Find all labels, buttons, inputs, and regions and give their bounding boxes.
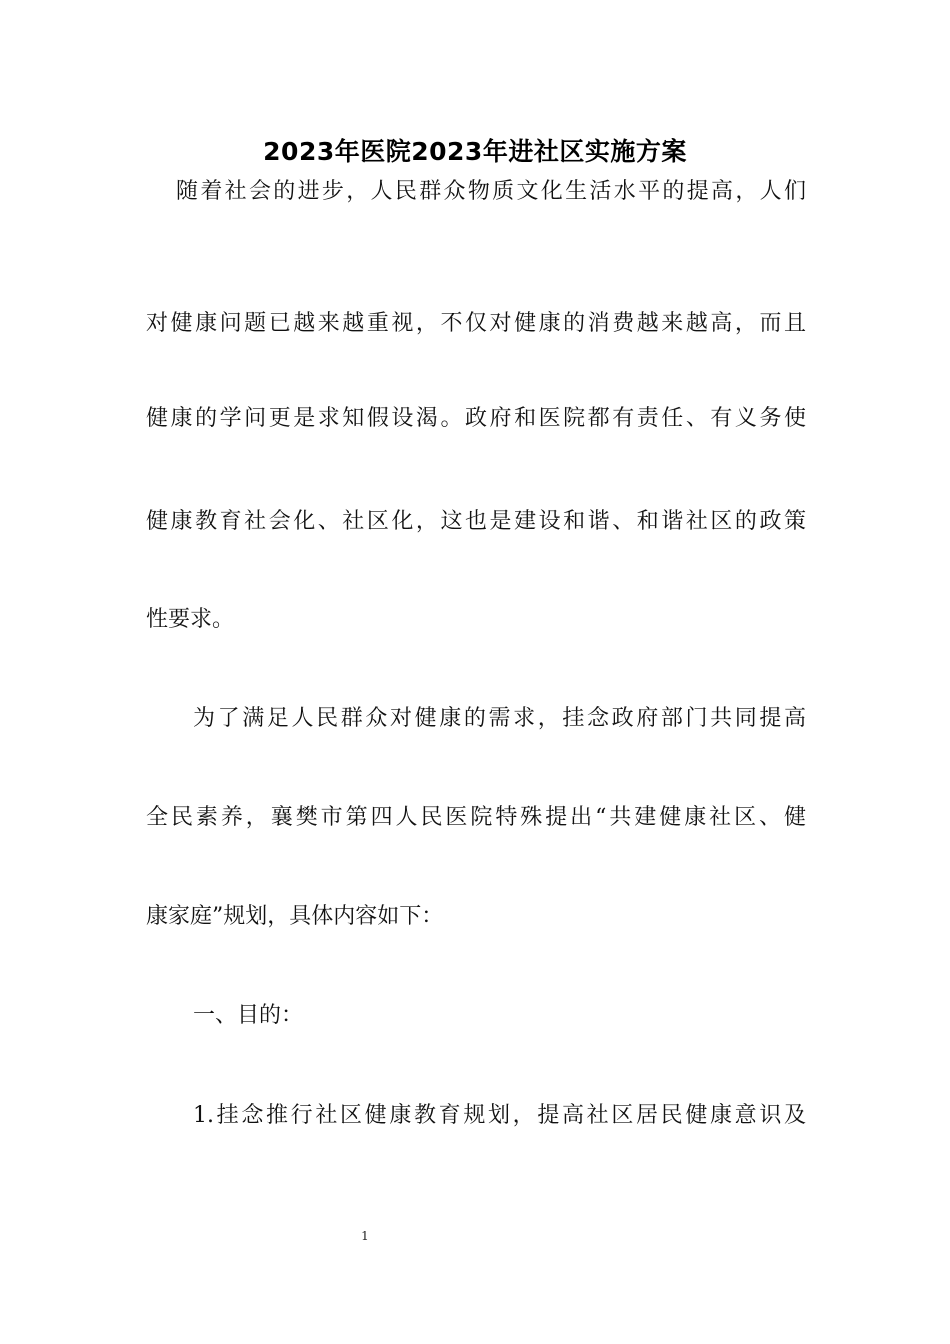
document-title: 2023年医院2023年进社区实施方案: [263, 137, 687, 166]
paragraph-1-line-4: 健康教育社会化、社区化，这也是建设和谐、和谐社区的政策: [146, 509, 806, 534]
paragraph-1-line-3: 健康的学问更是求知假设渴。政府和医院都有责任、有义务使: [146, 406, 806, 431]
paragraph-1-line-5: 性要求。: [146, 607, 235, 632]
page-number: 1: [361, 1229, 369, 1243]
paragraph-1-line-1: 随着社会的进步，人民群众物质文化生活水平的提高，人们: [176, 179, 806, 204]
paragraph-2-line-3: 康家庭”规划，具体内容如下：: [146, 904, 444, 929]
section-1-heading: 一、目的：: [193, 1003, 304, 1028]
list-item-1: 1.挂念推行社区健康教育规划，提高社区居民健康意识及: [193, 1103, 806, 1128]
paragraph-1-line-2: 对健康问题已越来越重视，不仅对健康的消费越来越高，而且: [146, 311, 806, 336]
paragraph-2-line-1: 为了满足人民群众对健康的需求，挂念政府部门共同提高: [193, 706, 806, 731]
paragraph-2-line-2: 全民素养，襄樊市第四人民医院特殊提出“共建健康社区、健: [146, 805, 806, 830]
